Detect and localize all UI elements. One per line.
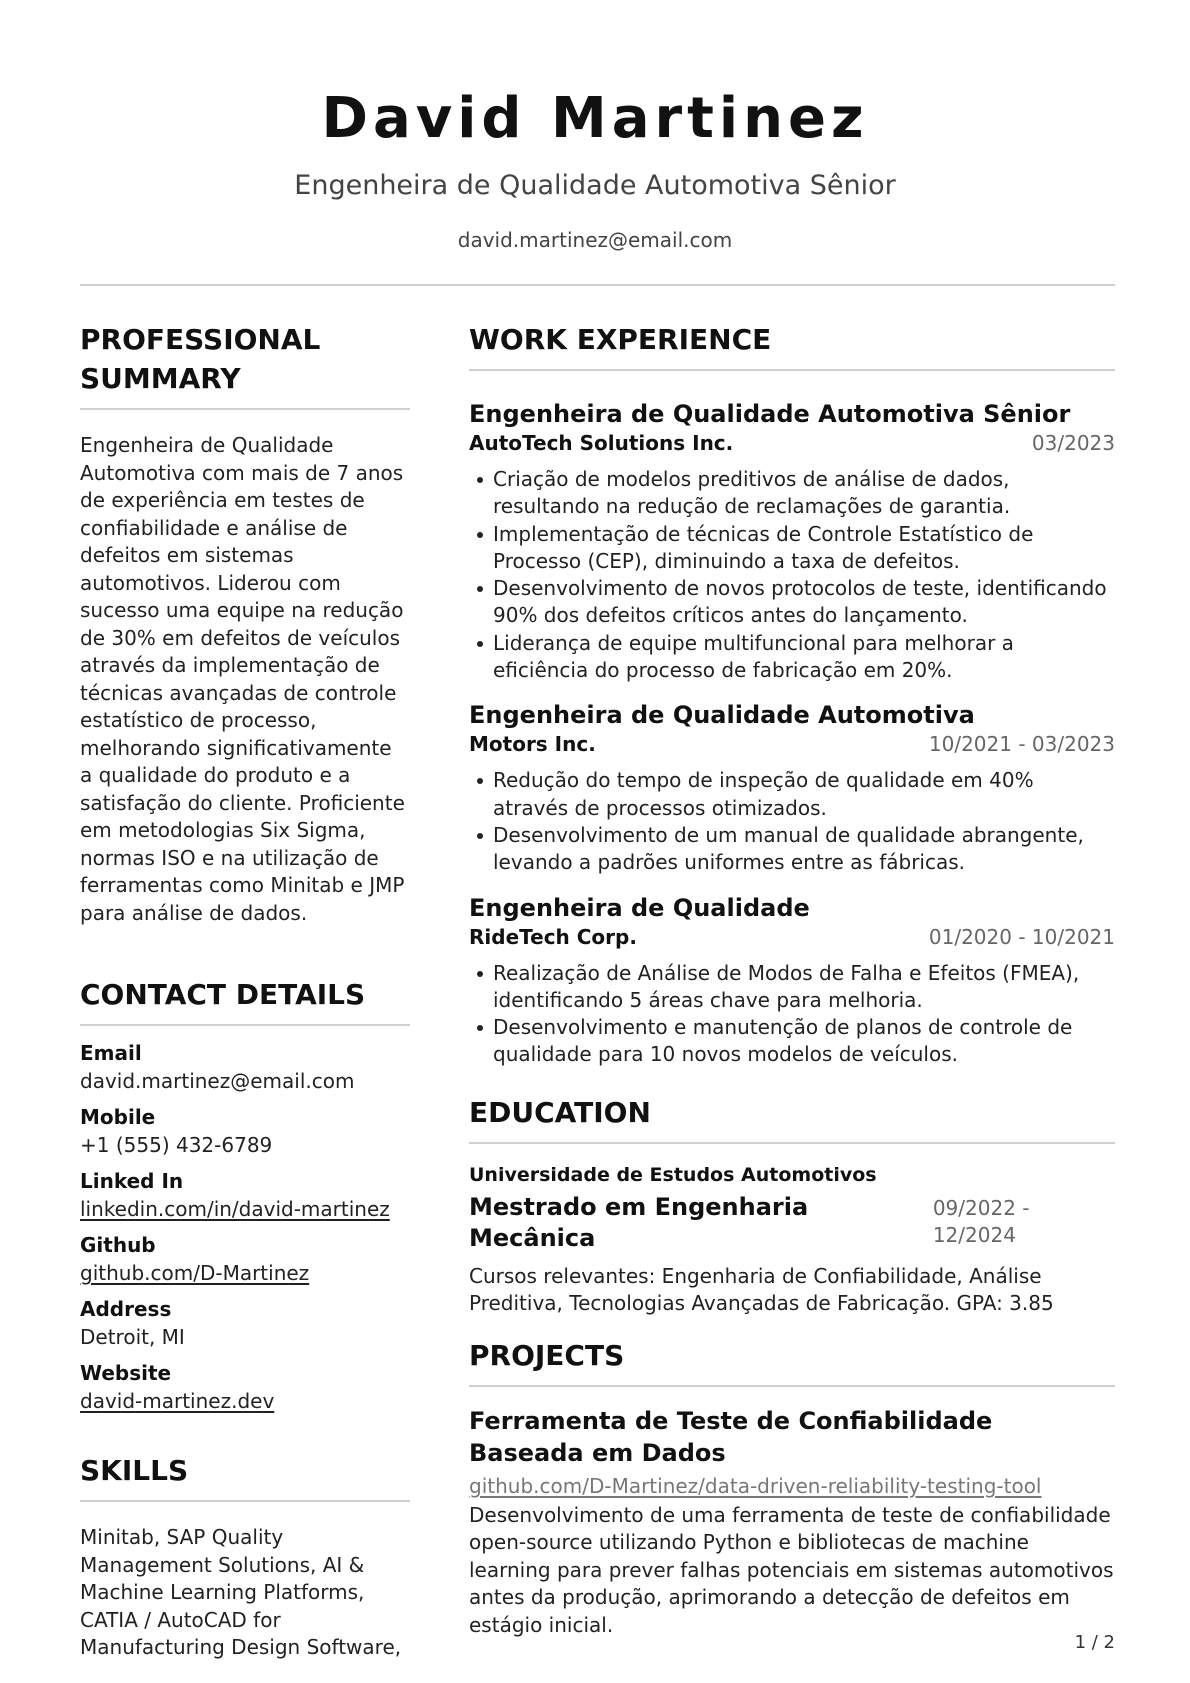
job-bullet: Realização de Análise de Modos de Falha e Efeitos (FMEA), identificando 5 áreas chave para melhoria. [493,960,1115,1015]
projects-divider [469,1385,1115,1387]
education-divider [469,1142,1115,1144]
page-number: 1 / 2 [1074,1632,1115,1653]
contact-github-link[interactable]: github.com/D-Martinez [80,1261,310,1285]
education-description: Cursos relevantes: Engenharia de Confiabilidade, Análise Preditiva, Tecnologias Avançadas de Fabricação. GPA: 3.85 [469,1263,1054,1316]
contact-mobile-label: Mobile [80,1105,156,1129]
left-column [80,320,410,1662]
education-section [469,1093,1115,1318]
contact-linkedin-link[interactable]: linkedin.com/in/david-martinez [80,1197,390,1221]
contact-mobile-value: +1 (555) 432-6789 [80,1133,273,1157]
job-entry [469,399,1115,684]
contact-github-label: Github [80,1233,156,1257]
contact-divider [80,1024,410,1026]
job-title: Engenheira de Qualidade Automotiva [469,701,975,730]
project-description: Desenvolvimento de uma ferramenta de teste de confiabilidade open-source utilizando Python e bibliotecas de machine learning para prever falhas potenciais em sistemas automotivos antes da produção, aprimorando a detecção de defeitos em estágio inicial. [469,1502,1114,1637]
contact-linkedin-label: Linked In [80,1169,184,1193]
job-bullet: Desenvolvimento e manutenção de planos de controle de qualidade para 10 novos modelos de veículos. [493,1014,1115,1069]
contact-address-value: Detroit, MI [80,1325,185,1349]
education-heading: EDUCATION [469,1095,651,1129]
summary-divider [80,408,410,410]
skills-section [80,1451,410,1662]
job-company: RideTech Corp. [469,924,637,949]
summary-heading: PROFESSIONAL SUMMARY [80,323,321,395]
experience-section [469,320,1115,1069]
job-bullet: Criação de modelos preditivos de análise de dados, resultando na redução de reclamações de garantia. [493,466,1115,521]
contact-email-label: Email [80,1041,142,1065]
job-bullet: Desenvolvimento de novos protocolos de teste, identificando 90% dos defeitos críticos antes do lançamento. [493,575,1115,630]
projects-heading: PROJECTS [469,1338,625,1372]
job-entry [469,700,1115,876]
summary-section [80,320,410,927]
job-entry [469,893,1115,1069]
job-bullet: Desenvolvimento de um manual de qualidade abrangente, levando a padrões uniformes entre as fábricas. [493,822,1115,877]
project-title: Ferramenta de Teste de Confiabilidade Baseada em Dados [469,1406,993,1467]
header-email[interactable]: david.martinez@email.com [457,228,733,252]
education-degree: Mestrado em Engenharia Mecânica [469,1192,809,1252]
experience-divider [469,369,1115,371]
job-title: Engenheira de Qualidade [469,893,810,922]
project-link[interactable]: github.com/D-Martinez/data-driven-reliability-testing-tool [469,1473,1042,1498]
experience-heading: WORK EXPERIENCE [469,323,772,356]
education-school: Universidade de Estudos Automotivos [469,1163,877,1186]
job-bullet: Implementação de técnicas de Controle Estatístico de Processo (CEP), diminuindo a taxa de defeitos. [493,521,1115,576]
projects-section [469,1336,1115,1640]
contact-website-link[interactable]: david-martinez.dev [80,1389,275,1413]
contact-heading: CONTACT DETAILS [80,978,366,1011]
contact-section [80,975,410,1415]
job-company: Motors Inc. [469,732,596,757]
job-dates: 10/2021 - 03/2023 [928,732,1115,757]
header-divider [80,284,1115,286]
contact-email-value[interactable]: david.martinez@email.com [80,1069,355,1093]
job-dates: 03/2023 [1031,431,1115,455]
candidate-name: David Martinez [321,86,869,151]
candidate-title: Engenheira de Qualidade Automotiva Sênior [294,170,896,201]
job-bullet: Redução do tempo de inspeção de qualidade em 40% através de processos otimizados. [493,767,1115,822]
job-company: AutoTech Solutions Inc. [469,431,734,455]
contact-website-label: Website [80,1361,172,1385]
job-dates: 01/2020 - 10/2021 [928,924,1115,949]
skills-divider [80,1500,410,1502]
summary-text: Engenheira de Qualidade Automotiva com mais de 7 anos de experiência em testes de confiabilidade e análise de defeitos em sistemas automotivos. Liderou com sucesso uma equipe na redução de 30% em defeitos de veículos através da implementação de técnicas avançadas de controle estatístico de processo, melhorando significativamente a qualidade do produto e a satisfação do cliente. Proficiente em metodologias Six Sigma, normas ISO e na utilização de ferramentas como Minitab e JMP para análise de dados. [80,433,405,925]
job-bullet: Liderança de equipe multifuncional para melhorar a eficiência do processo de fabricação em 20%. [493,630,1115,685]
education-dates: 09/2022 - 12/2024 [932,1195,1030,1247]
job-title: Engenheira de Qualidade Automotiva Sênior [469,400,1071,428]
skills-text: Minitab, SAP Quality Management Solutions, AI & Machine Learning Platforms, CATIA / AutoCAD for Manufacturing Design Software, [80,1525,402,1659]
right-column [469,320,1115,1639]
skills-heading: SKILLS [80,1454,189,1487]
contact-address-label: Address [80,1297,172,1321]
